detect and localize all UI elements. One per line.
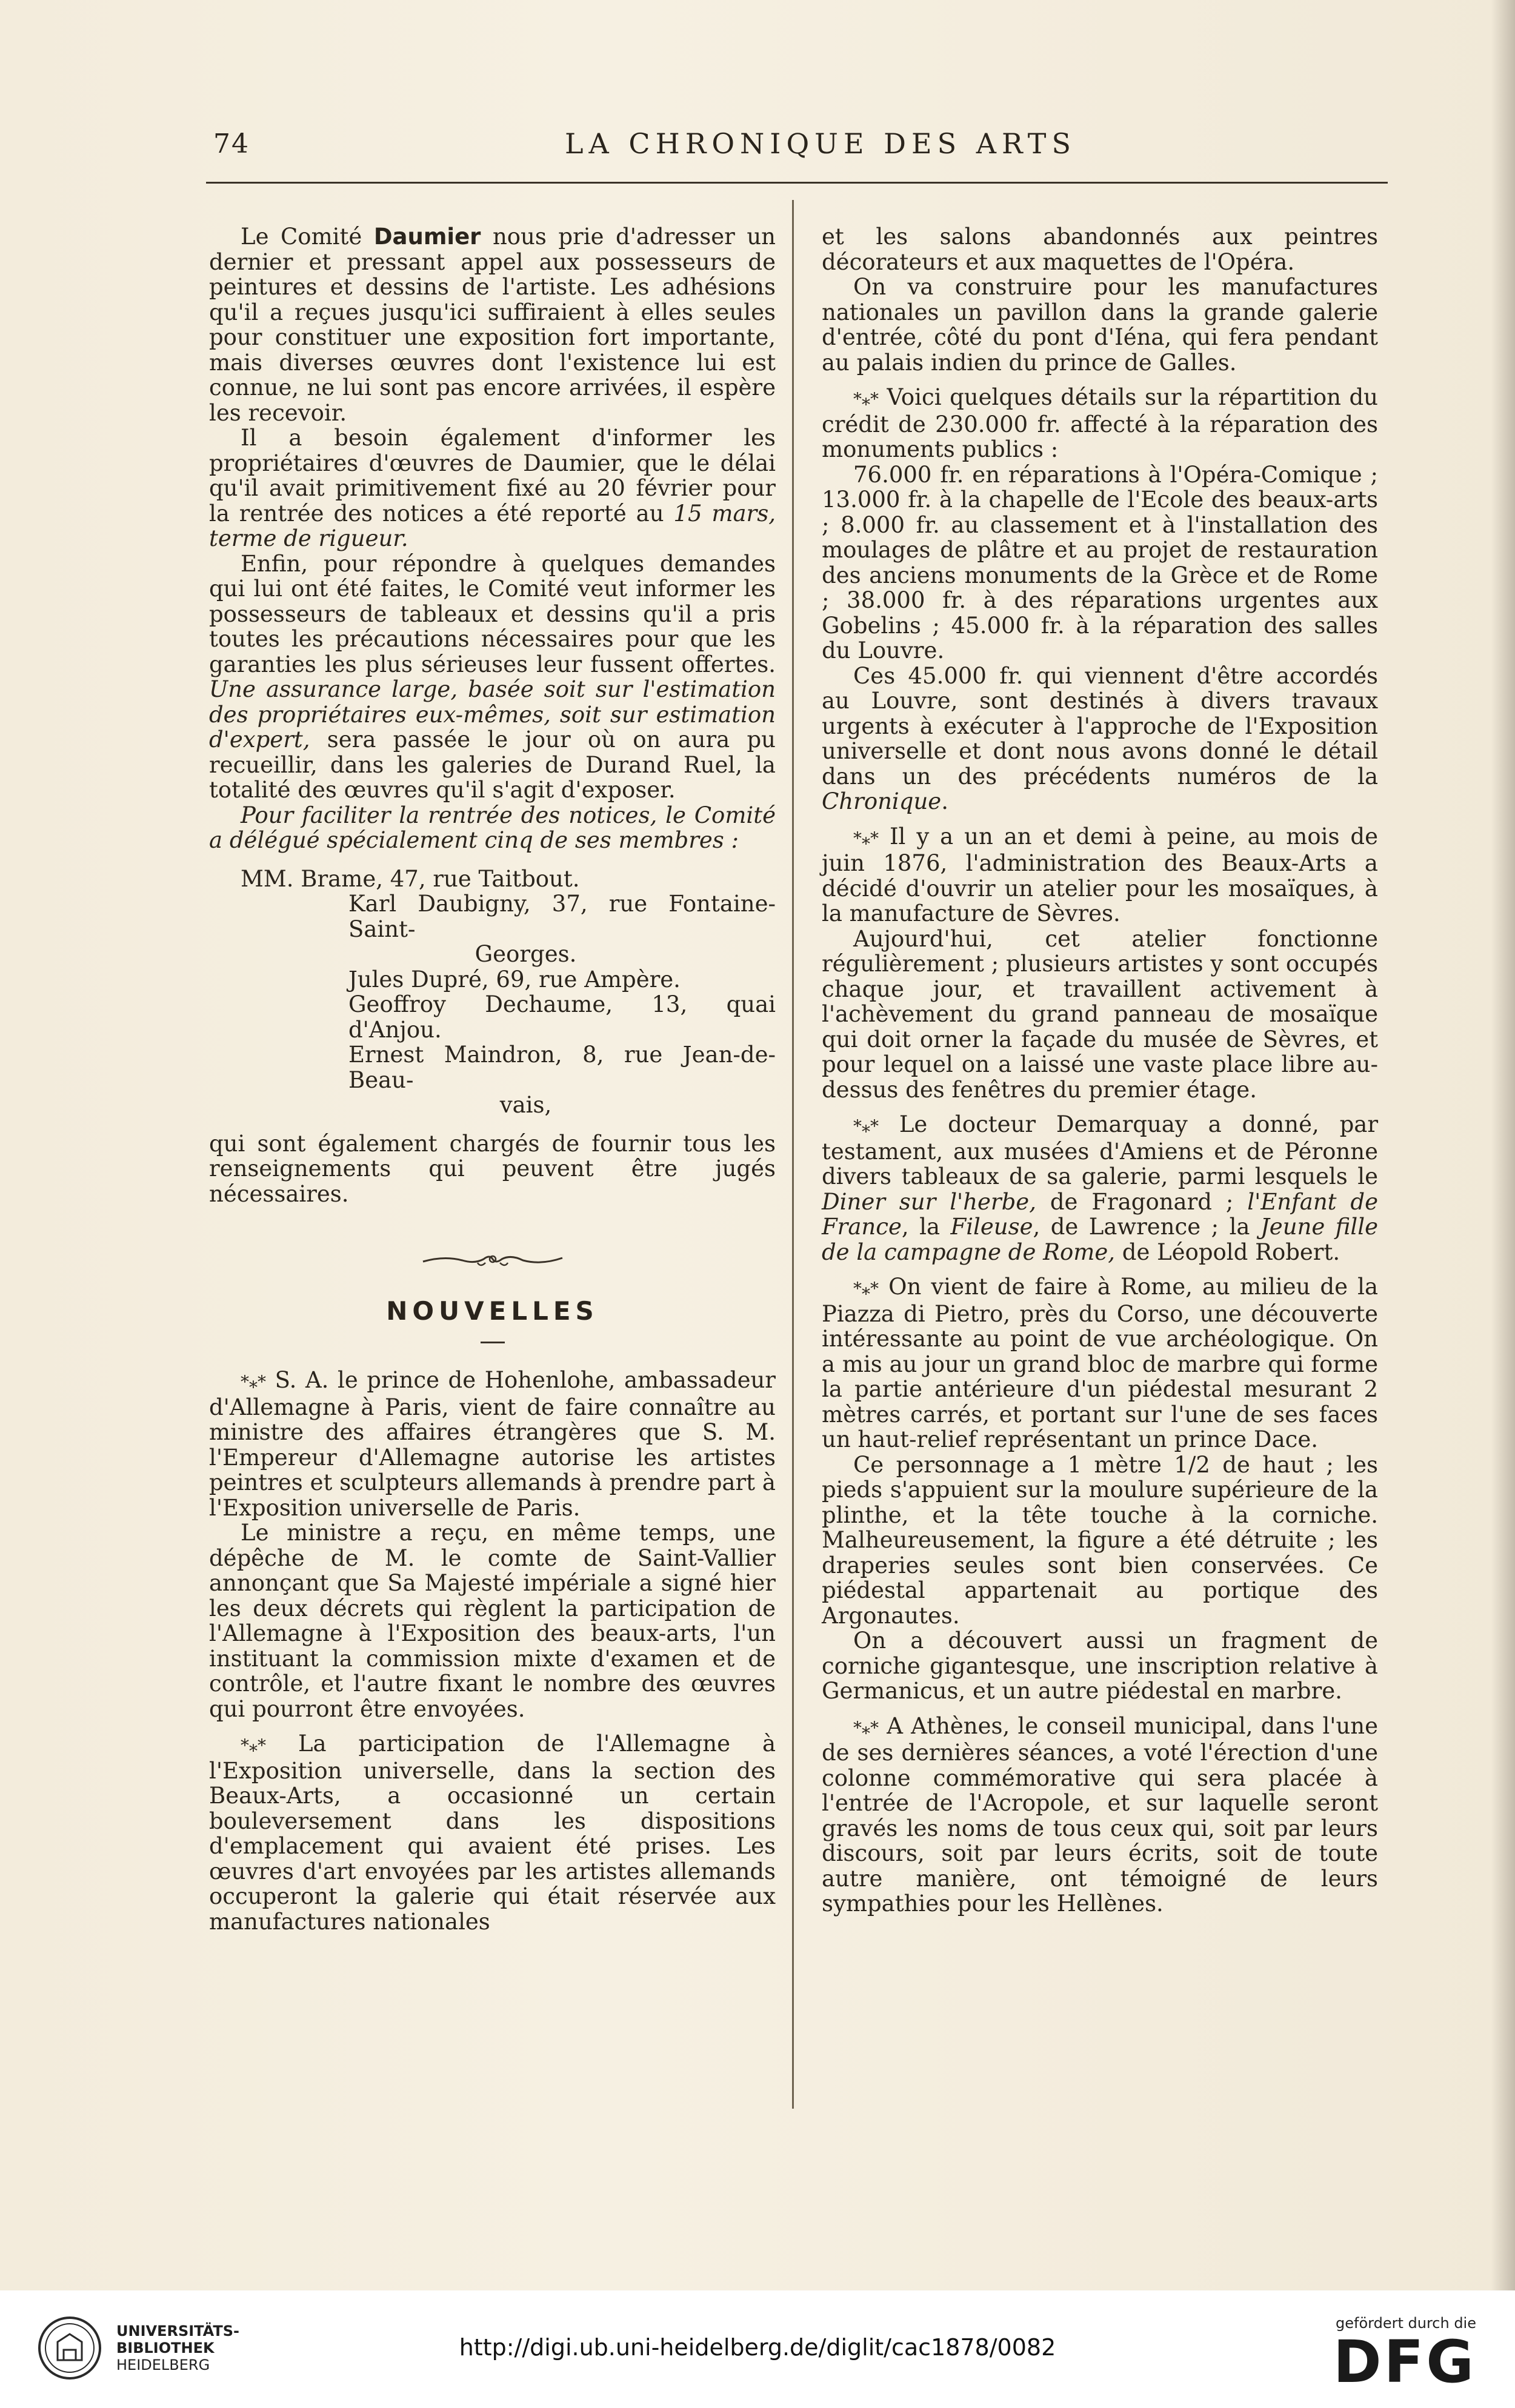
news-item: *⁎* Voici quelques détails sur la répartition du crédit de 230.000 fr. affecté à la réparation des monuments publics : [822, 384, 1378, 462]
dfg-logo: DFG [1333, 2328, 1476, 2396]
daumier-paragraph-1: Le Comité Daumier nous prie d'adresser un dernier et pressant appel aux possesseurs de peintures et dessins de l'artiste. Les adhésions qu'il a reçues jusqu'ici suffiraient à elles seules pour constituer une exposition fort importante, mais diverses œuvres dont l'existence lui est connue, ne lui sont pas encore arrivées, il espère les recevoir. [209, 224, 776, 426]
ornamental-flourish-icon [209, 1249, 776, 1274]
member-entry: Geoffroy Dechaume, 13, quai d'Anjou. [348, 991, 776, 1043]
member-entry: Ernest Maindron, 8, rue Jean-de-Beau- vais, [348, 1042, 776, 1118]
news-item: Ces 45.000 fr. qui viennent d'être accordés au Louvre, sont destinés à divers travaux urgents à exécuter à l'approche de l'Exposition universelle et dont nous avons donné le détail dans un des précédents numéros de la Chronique. [822, 662, 1378, 814]
section-heading-nouvelles: NOUVELLES [386, 1295, 599, 1326]
daumier-paragraph-2: Il a besoin également d'informer les propriétaires d'œuvres de Daumier, que le délai qu'il avait primitivement fixé au 20 février pour la rentrée des notices a été reporté au 15 mars, terme de rigueur. [209, 425, 776, 551]
member-entry: Jules Dupré, 69, rue Ampère. [348, 966, 681, 993]
daumier-paragraph-5: qui sont également chargés de fournir tous les renseignements qui peuvent être jugés nécessaires. [209, 1130, 776, 1207]
daumier-name: Daumier [373, 224, 481, 250]
page-header [0, 0, 1515, 200]
daumier-paragraph-3: Enfin, pour répondre à quelques demandes qui lui ont été faites, le Comité veut informer les possesseurs de tableaux et dessins qu'il a pris toutes les précautions nécessaires pour que les garanties les plus sérieuses leur fussent offertes. Une assurance large, basée soit sur l'estimation des propriétaires eux-mêmes, soit sur estimation d'expert, sera passée le jour où on aura pu recueillir, dans les galeries de Durand Ruel, la totalité des œuvres qu'il s'agit d'exposer. [209, 550, 776, 803]
news-item: 76.000 fr. en réparations à l'Opéra-Comique ; 13.000 fr. à la chapelle de l'Ecole des beaux-arts ; 8.000 fr. au classement et à l'installation des moulages de plâtre et au projet de restauration des anciens monuments de la Grèce et de Rome ; 38.000 fr. à des réparations urgentes aux Gobelins ; 45.000 fr. à la réparation des salles du Louvre. [822, 461, 1378, 664]
library-footer [0, 2290, 1515, 2408]
news-item: On va construire pour les manufactures nationales un pavillon dans la grande galerie d'entrée, côté du pont d'Iéna, qui fera pendant au palais indien du prince de Galles. [822, 274, 1378, 376]
news-item: *⁎* Le docteur Demarquay a donné, par testament, aux musées d'Amiens et de Péronne divers tableaux de sa galerie, parmi lesquels le Diner sur l'herbe, de Fragonard ; l'Enfant de France, la Fileuse, de Lawrence ; la Jeune fille de la campagne de Rome, de Léopold Robert. [822, 1111, 1379, 1265]
news-item: Le ministre a reçu, en même temps, une dépêche de M. le comte de Saint-Vallier annonçant que Sa Majesté impériale a signé hier les deux décrets qui règlent la participation de l'Allemagne à l'Exposition des beaux-arts, l'un instituant la commission mixte d'examen et de contrôle, et l'autre fixant le nombre des œuvres qui pourront être envoyées. [209, 1520, 776, 1722]
funded-by-label: gefördert durch die [1336, 2315, 1476, 2332]
university-name: UNIVERSITÄTS- BIBLIOTHEK HEIDELBERG [116, 2323, 240, 2373]
scan-edge-shadow [1491, 0, 1515, 2290]
header-rule [206, 182, 1388, 184]
daumier-paragraph-4: Pour faciliter la rentrée des notices, le Comité a délégué spécialement cinq de ses membres : [209, 802, 776, 853]
news-item: Aujourd'hui, cet atelier fonctionne régulièrement ; plusieurs artistes y sont occupés chaque jour, et travaillent activement à l'achèvement du grand panneau de mosaïque qui doit orner la façade du musée de Sèvres, et pour lequel on a laissé une vaste place libre au-dessus des fenêtres du premier étage. [822, 925, 1378, 1103]
news-item: *⁎* On vient de faire à Rome, au milieu de la Piazza di Pietro, près du Corso, une découverte intéressante au point de vue archéologique. On a mis au jour un grand bloc de marbre qui forme la partie antérieure d'un piédestal mesurant 2 mètres carrés, et portant sur l'une de ses faces un haut-relief représentant un prince Dace. [822, 1274, 1378, 1452]
member-entry: MM. Brame, 47, rue Taitbout. [241, 865, 580, 892]
news-item: On a découvert aussi un fragment de corniche gigantesque, une inscription relative à Germanicus, et un autre piédestal en marbre. [822, 1628, 1378, 1704]
left-column [209, 224, 776, 1934]
news-item: *⁎* A Athènes, le conseil municipal, dans l'une de ses dernières séances, a voté l'érection d'une colonne commémorative qui sera placée à l'entrée de l'Acropole, et sur laquelle seront gravés les noms de tous ceux qui, soit par leurs discours, soit par leurs écrits, soit de toute autre manière, ont témoigné de leurs sympathies pour les Hellènes. [822, 1712, 1379, 1917]
news-item: *⁎* La participation de l'Allemagne à l'Exposition universelle, dans la section des Beaux-Arts, a occasionné un certain bouleversement dans les dispositions d'emplacement qui avaient été prises. Les œuvres d'art envoyées par les artistes allemands occuperont la galerie qui était réservée aux manufactures nationales [209, 1731, 776, 1935]
column-divider [792, 200, 794, 2109]
news-item: *⁎* S. A. le prince de Hohenlohe, ambassadeur d'Allemagne à Paris, vient de faire connaître au ministre des affaires étrangères que S. M. l'Empereur d'Allemagne autorise les artistes peintres et sculpteurs allemands à prendre part à l'Exposition universelle de Paris. [209, 1367, 776, 1521]
running-title: LA CHRONIQUE DES ARTS [565, 127, 1076, 160]
funder-block[interactable] [1333, 2315, 1476, 2396]
news-item: *⁎* Il y a un an et demi à peine, au mois de juin 1876, l'administration des Beaux-Arts a décidé d'ouvrir un atelier pour les mosaïques, à la manufacture de Sèvres. [822, 823, 1378, 926]
heading-rule [481, 1342, 505, 1343]
news-item: Ce personnage a 1 mètre 1/2 de haut ; les pieds s'appuient sur la moulure supérieure de la plinthe, et la tête touche à la corniche. Malheureusement, la figure a été détruite ; les draperies seules sont bien conservées. Ce piédestal appartenait au portique des Argonautes. [822, 1451, 1378, 1629]
permalink-url[interactable]: http://digi.ub.uni-heidelberg.de/diglit/cac1878/0082 [459, 2334, 1056, 2361]
committee-members-list [209, 866, 776, 1118]
member-entry: Karl Daubigny, 37, rue Fontaine-Saint- Georges. [348, 891, 776, 967]
page-number: 74 [213, 128, 250, 159]
news-item-continued: et les salons abandonnés aux peintres décorateurs et aux maquettes de l'Opéra. [822, 224, 1378, 275]
right-column [822, 224, 1378, 1917]
